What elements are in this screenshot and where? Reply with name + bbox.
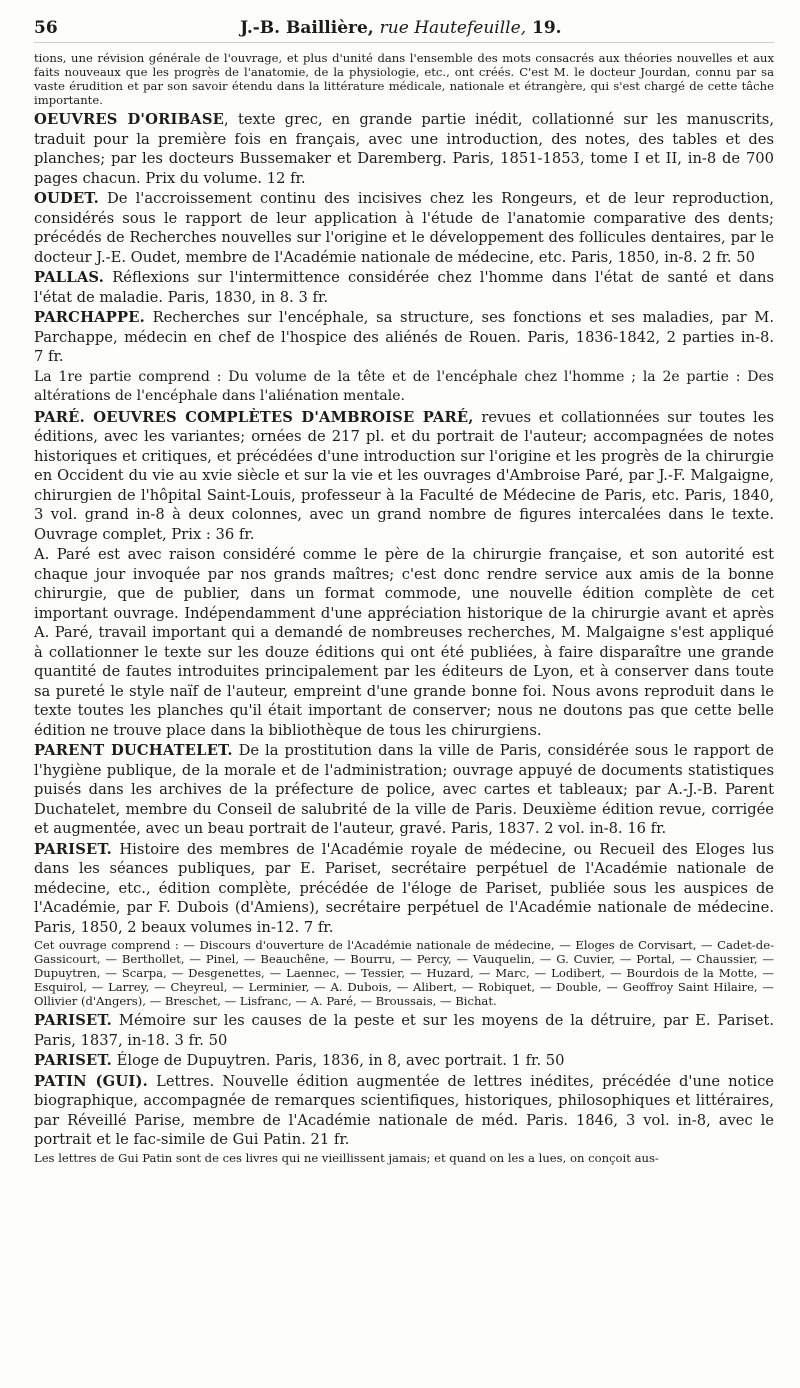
publisher-street: rue Hautefeuille, (379, 18, 527, 38)
page-number: 56 (34, 18, 58, 38)
entry-head: OUDET. (34, 190, 99, 207)
running-title (58, 18, 744, 38)
entry-price: 3 fr. 50 (174, 1031, 228, 1049)
entry-pariset-eloge (34, 1051, 774, 1071)
entry-parchappe (34, 308, 774, 367)
entry-note: A. Paré est avec raison considéré comme le père de la chirurgie française, et son autorité est chaque jour invoquée par nos grands maîtres; c'est donc rendre service aux amis de la bonne chirurgie, que de publier, dans un format commode, une nouvelle édition complète de cet important ouvrage. Indépendamment d'une appréciation historique de la chirurgie avant et après A. Paré, travail important qui a demandé de nombreuses recherches, M. Malgaigne s'est appliqué à collationner le texte sur les douze éditions qui ont été publiées, à faire disparaître une grande quantité de fautes introduites principalement par les éditeurs de Lyon, et à conserver dans toute sa pureté le style naïf de l'auteur, empreint d'une grande bonne foi. Nous avons reproduit dans le texte toutes les planches qu'il était important de conserver; nous ne doutons pas que cette belle édition ne trouve place dans la bibliothèque de tous les chirurgiens. (34, 546, 774, 739)
entry-head: OEUVRES D'ORIBASE (34, 111, 225, 128)
entry-head: PARENT DUCHATELET. (34, 742, 233, 759)
entry-head: PARÉ. OEUVRES COMPLÈTES D'AMBROISE PARÉ, (34, 408, 474, 426)
page-header (34, 18, 774, 43)
entry-head: PARCHAPPE. (34, 309, 145, 326)
entry-oribase (34, 110, 774, 188)
entry-head: PARISET. (34, 1052, 112, 1069)
entry-price: 36 fr. (215, 525, 255, 543)
entry-patin (34, 1072, 774, 1150)
entry-head: PATIN (GUI). (34, 1072, 148, 1090)
entry-body: Mémoire sur les causes de la peste et sur les moyens de la détruire, par E. Pariset. Paris, 1837, in-18. (34, 1012, 774, 1049)
entry-price: 7 fr. (34, 348, 64, 365)
entry-price: 21 fr. (310, 1131, 350, 1148)
entry-note: La 1re partie comprend : Du volume de la tête et de l'encéphale chez l'homme ; la 2e partie : Des altérations de l'encéphale dans l'aliénation mentale. (34, 368, 774, 404)
entry-pariset-memoire (34, 1011, 774, 1050)
entry-body: , texte grec, en grande partie inédit, collationné sur les manuscrits, traduit pour la première fois en français, avec une introduction, des notes, des tables et des planches; par les docteurs Bussemaker et Daremberg. Paris, 1851-1853, tome I et II, in-8 de 700 pages chacun. Prix du volume. (34, 111, 774, 187)
entry-note: Les lettres de Gui Patin sont de ces livres qui ne vieillissent jamais; et quand on les a lues, on conçoit aus- (34, 1150, 659, 1165)
entry-price: 16 fr. (627, 820, 667, 837)
entry-body: De la prostitution dans la ville de Paris, considérée sous le rapport de l'hygiène publique, de la morale et de l'administration; ouvrage appuyé de documents statistiques puisés dans les archives de la préfecture de police, avec cartes et tableaux; par A.-J.-B. Parent Duchatelet, membre du Conseil de salubrité de la ville de Paris. Deuxième édition revue, corrigée et augmentée, avec un beau portrait de l'auteur, gravé. Paris, 1837. 2 vol. in-8. (34, 742, 774, 837)
entry-body: Histoire des membres de l'Académie royale de médecine, ou Recueil des Eloges lus dans les séances publiques, par E. Pariset, secrétaire perpétuel de l'Académie nationale de médecine, etc., édition complète, précédée de l'éloge de Pariset, publiée sous les auspices de l'Académie, par F. Dubois (d'Amiens), secrétaire perpétuel de l'Académie nationale de médecine. Paris, 1850, 2 beaux volumes in-12. (34, 840, 774, 936)
entry-pariset-histoire (34, 840, 774, 938)
entry-body: De l'accroissement continu des incisives chez les Rongeurs, et de leur reproduction, considérés sous le rapport de leur application à l'étude de l'anatomie comparative des dents; précédés de Recherches nouvelles sur l'origine et le développement des follicules dentaires, par le docteur J.-E. Oudet, membre de l'Académie nationale de médecine, etc. Paris, 1850, in-8. (34, 190, 774, 266)
intro-continuation: tions, une révision générale de l'ouvrage, et plus d'unité dans l'ensemble des mots consacrés aux théories nouvelles et aux faits nouveaux que les progrès de l'anatomie, de la physiologie, etc., ont créés. C'est M. le docteur Jourdan, connu par sa vaste érudition et par son savoir étendu dans la littérature médicale, nationale et étrangère, qui s'est chargé de cette tâche importante. (34, 51, 774, 107)
entry-pare (34, 408, 774, 545)
entry-body: Réflexions sur l'intermittence considérée chez l'homme dans l'état de santé et dans l'état de maladie. Paris, 1830, in 8. (34, 269, 774, 306)
entry-body: Lettres. Nouvelle édition augmentée de lettres inédites, précédée d'une notice biographique, accompagnée de remarques scientifiques, historiques, philosophiques et littéraires, par Réveillé Parise, membre de l'Académie nationale de méd. Paris. 1846, 3 vol. in-8, avec le portrait et le fac-simile de Gui Patin. (34, 1072, 774, 1148)
publisher-name: J.-B. Baillière, (240, 18, 374, 38)
entry-head: PARISET. (34, 1012, 112, 1029)
entry-price: 7 fr. (303, 918, 334, 936)
entry-parent-duchatelet (34, 741, 774, 839)
publisher-street-number: 19. (532, 18, 562, 38)
entry-price: 1 fr. 50 (511, 1052, 565, 1069)
entry-pallas (34, 268, 774, 307)
entry-head: PARISET. (34, 840, 112, 858)
entry-body: Éloge de Dupuytren. Paris, 1836, in 8, avec portrait. (112, 1052, 507, 1069)
entry-head: PALLAS. (34, 269, 105, 286)
entry-body: revues et collationnées sur toutes les éditions, avec les variantes; ornées de 217 pl. et du portrait de l'auteur; accompagnées de notes historiques et critiques, et précédées d'une introduction sur l'origine et les progrès de la chirurgie en Occident du vie au xvie siècle et sur la vie et les ouvrages d'Ambroise Paré, par J.-F. Malgaigne, chirurgien de l'hôpital Saint-Louis, professeur à la Faculté de Médecine de Paris, etc. Paris, 1840, 3 vol. grand in-8 à deux colonnes, avec un grand nombre de figures intercalées dans le texte. Ouvrage complet, Prix : (34, 408, 774, 543)
entry-price: 2 fr. 50 (702, 248, 755, 266)
entry-oudet (34, 189, 774, 267)
entry-note: Cet ouvrage comprend : — Discours d'ouverture de l'Académie nationale de médecine, — Eloges de Corvisart, — Cadet-de-Gassicourt, — Berthollet, — Pinel, — Beauchêne, — Bourru, — Percy, — Vauquelin, — G. Cuvier, — Portal, — Chaussier, — Dupuytren, — Scarpa, — Desgenettes, — Laennec, — Tessier, — Huzard, — Marc, — Lodibert, — Bourdois de la Motte, — Esquirol, — Larrey, — Cheyreul, — Lerminier, — A. Dubois, — Alibert, — Robiquet, — Double, — Geoffroy Saint Hilaire, — Ollivier (d'Angers), — Breschet, — Lisfranc, — A. Paré, — Broussais, — Bichat. (34, 938, 774, 1008)
entry-price: 3 fr. (298, 288, 329, 306)
entry-price: 12 fr. (266, 169, 306, 187)
entry-body: Recherches sur l'encéphale, sa structure, ses fonctions et ses maladies, par M. Parchappe, médecin en chef de l'hospice des aliénés de Rouen. Paris, 1836-1842, 2 parties in-8. (34, 309, 774, 346)
